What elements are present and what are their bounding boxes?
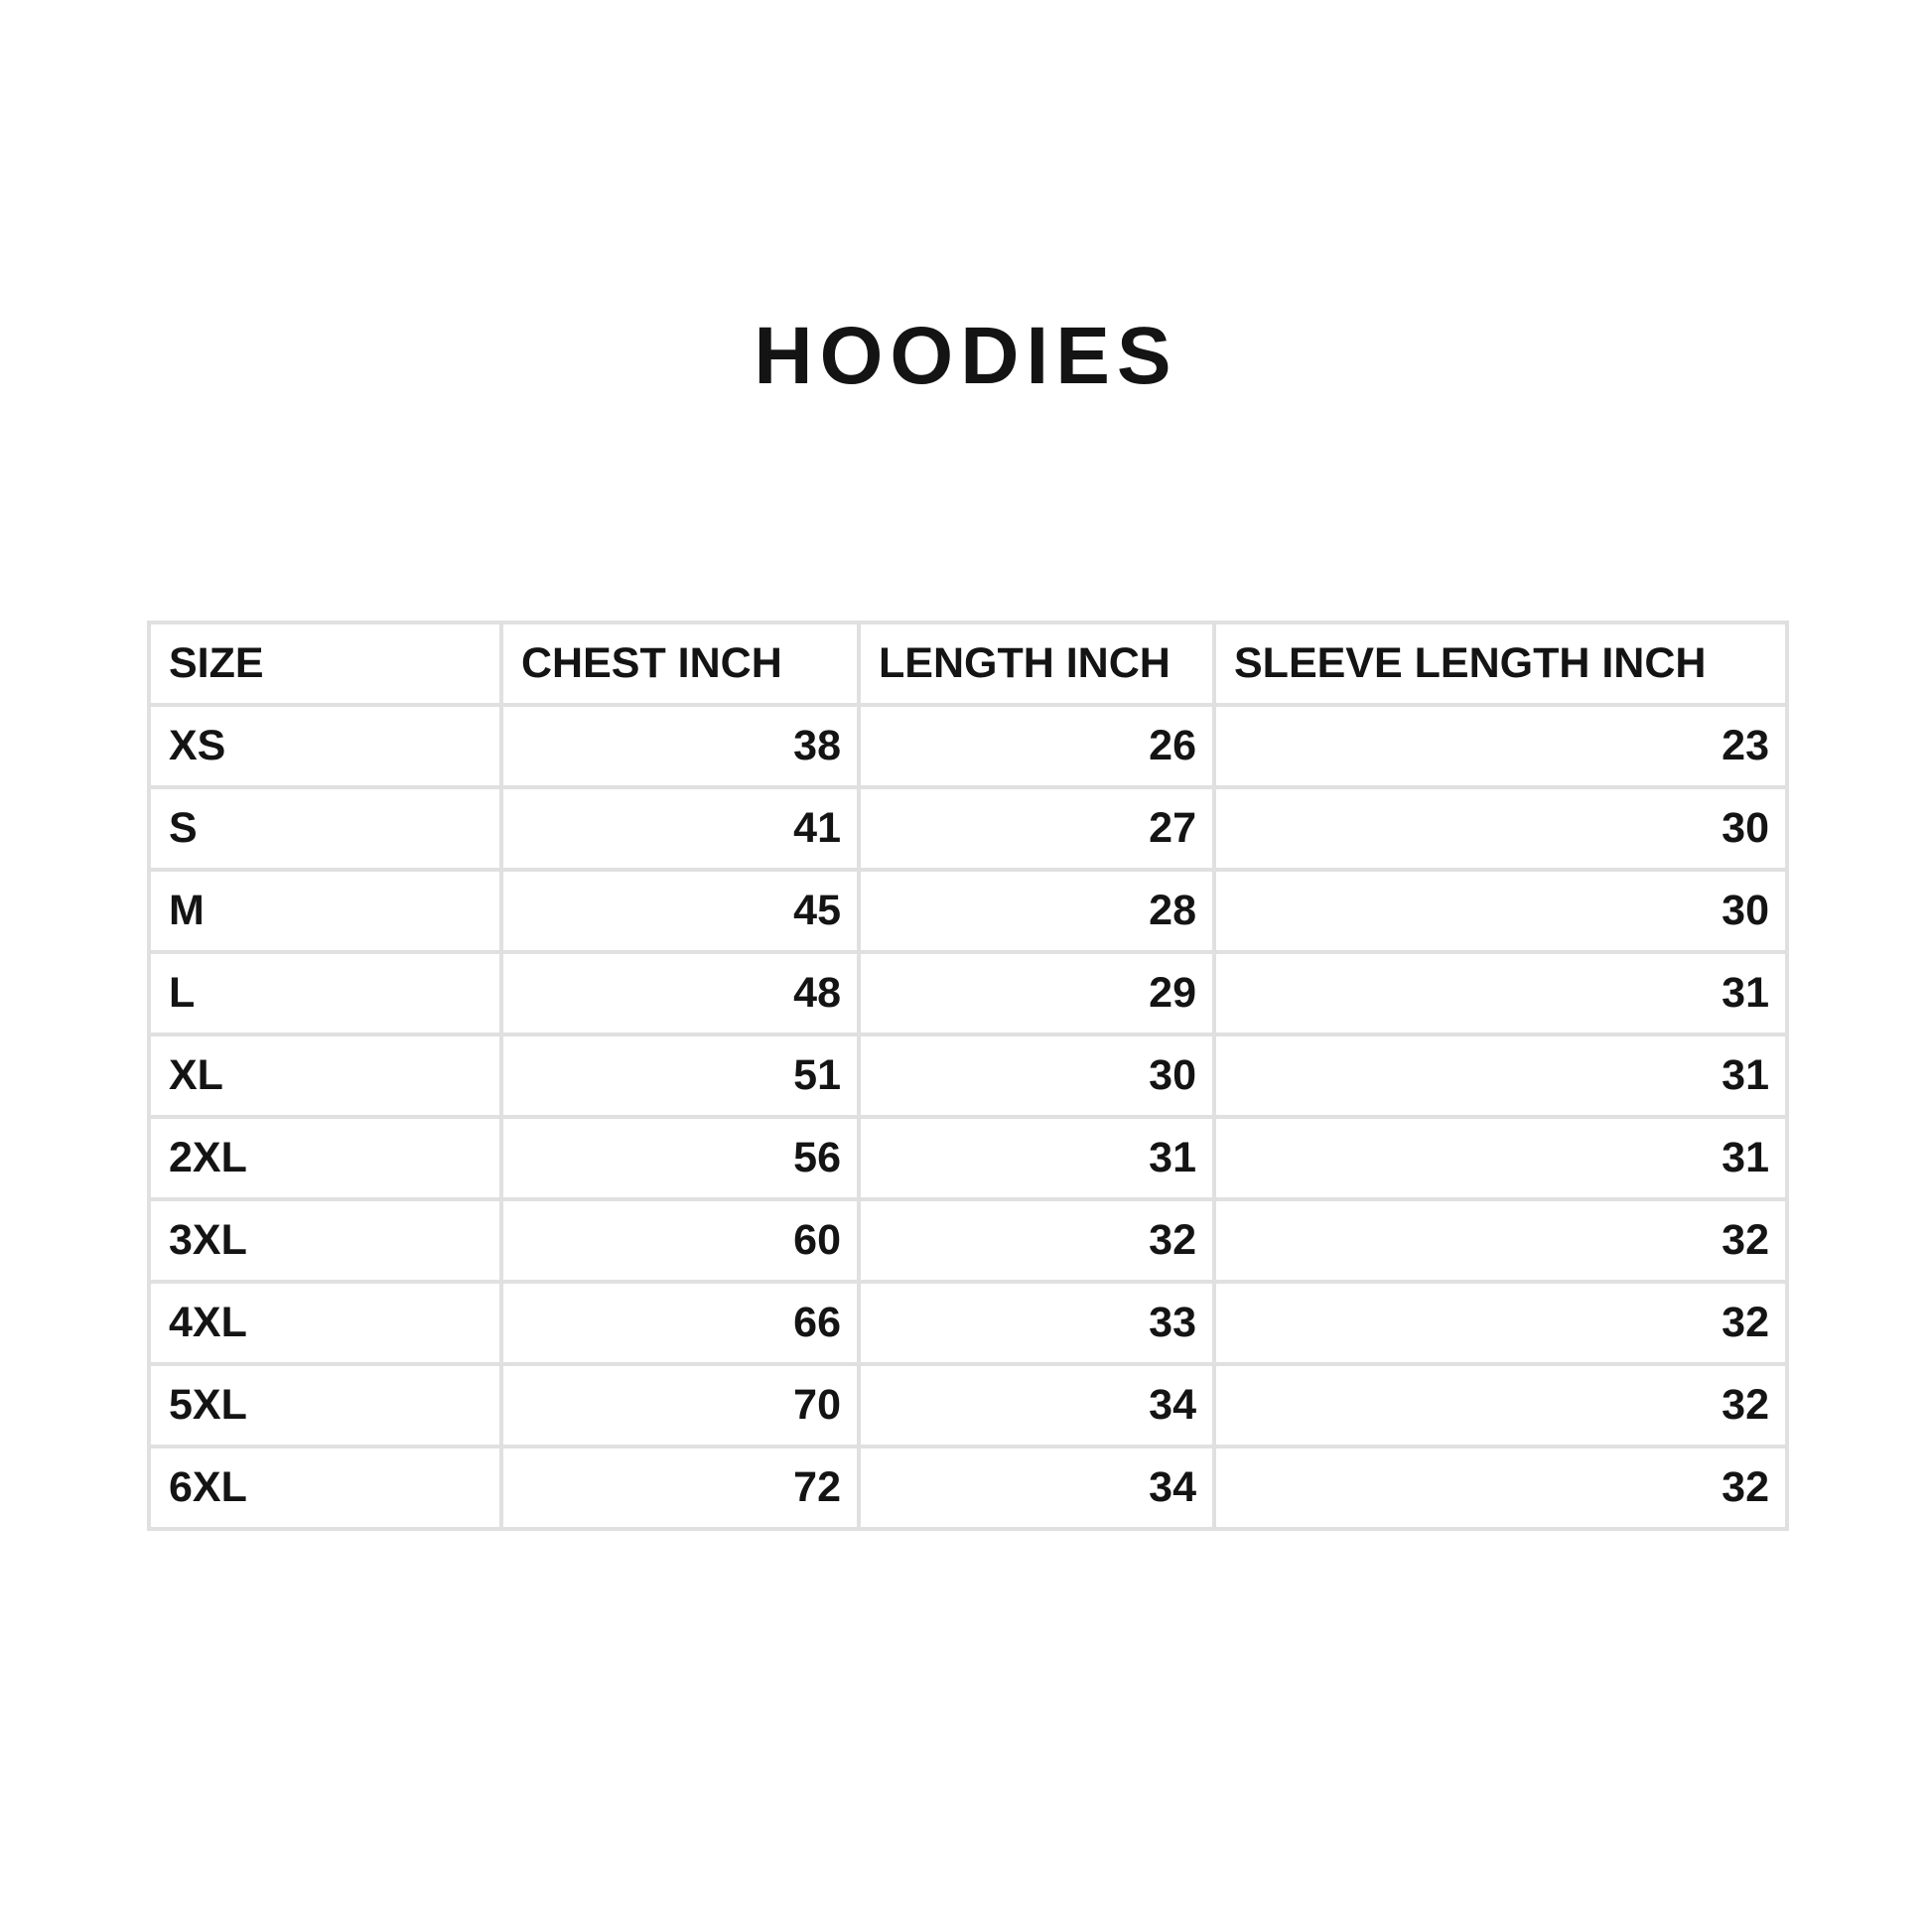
cell-size: 3XL [149, 1199, 501, 1282]
size-chart-table [147, 621, 1789, 1531]
table-row [149, 705, 1787, 787]
cell-size: 5XL [149, 1364, 501, 1447]
column-header-length: LENGTH INCH [859, 622, 1214, 705]
cell-length: 31 [859, 1117, 1214, 1199]
cell-length: 33 [859, 1282, 1214, 1364]
cell-sleeve: 23 [1214, 705, 1787, 787]
cell-chest: 38 [501, 705, 859, 787]
cell-size: L [149, 952, 501, 1035]
column-header-size: SIZE [149, 622, 501, 705]
table-row [149, 787, 1787, 870]
cell-size: 4XL [149, 1282, 501, 1364]
cell-size: S [149, 787, 501, 870]
cell-length: 29 [859, 952, 1214, 1035]
cell-sleeve: 32 [1214, 1199, 1787, 1282]
table-row [149, 1282, 1787, 1364]
table-row [149, 870, 1787, 952]
cell-size: 6XL [149, 1447, 501, 1529]
page-title: HOODIES [754, 311, 1178, 401]
cell-length: 30 [859, 1035, 1214, 1117]
table-body [149, 705, 1787, 1529]
table-row [149, 1199, 1787, 1282]
cell-length: 27 [859, 787, 1214, 870]
cell-chest: 70 [501, 1364, 859, 1447]
cell-chest: 56 [501, 1117, 859, 1199]
cell-sleeve: 30 [1214, 787, 1787, 870]
cell-size: M [149, 870, 501, 952]
header-row [149, 622, 1787, 705]
cell-length: 28 [859, 870, 1214, 952]
cell-length: 32 [859, 1199, 1214, 1282]
cell-chest: 41 [501, 787, 859, 870]
table-header [149, 622, 1787, 705]
cell-chest: 72 [501, 1447, 859, 1529]
cell-length: 34 [859, 1447, 1214, 1529]
cell-sleeve: 32 [1214, 1447, 1787, 1529]
cell-chest: 60 [501, 1199, 859, 1282]
cell-size: XL [149, 1035, 501, 1117]
cell-sleeve: 31 [1214, 1117, 1787, 1199]
cell-sleeve: 32 [1214, 1364, 1787, 1447]
cell-sleeve: 31 [1214, 1035, 1787, 1117]
size-chart [147, 621, 1785, 1531]
cell-length: 26 [859, 705, 1214, 787]
cell-chest: 45 [501, 870, 859, 952]
cell-size: 2XL [149, 1117, 501, 1199]
cell-chest: 48 [501, 952, 859, 1035]
cell-sleeve: 30 [1214, 870, 1787, 952]
cell-chest: 51 [501, 1035, 859, 1117]
column-header-chest: CHEST INCH [501, 622, 859, 705]
table-row [149, 1035, 1787, 1117]
cell-size: XS [149, 705, 501, 787]
cell-length: 34 [859, 1364, 1214, 1447]
table-row [149, 1447, 1787, 1529]
cell-sleeve: 32 [1214, 1282, 1787, 1364]
table-row [149, 1117, 1787, 1199]
cell-chest: 66 [501, 1282, 859, 1364]
table-row [149, 952, 1787, 1035]
cell-sleeve: 31 [1214, 952, 1787, 1035]
column-header-sleeve: SLEEVE LENGTH INCH [1214, 622, 1787, 705]
table-row [149, 1364, 1787, 1447]
